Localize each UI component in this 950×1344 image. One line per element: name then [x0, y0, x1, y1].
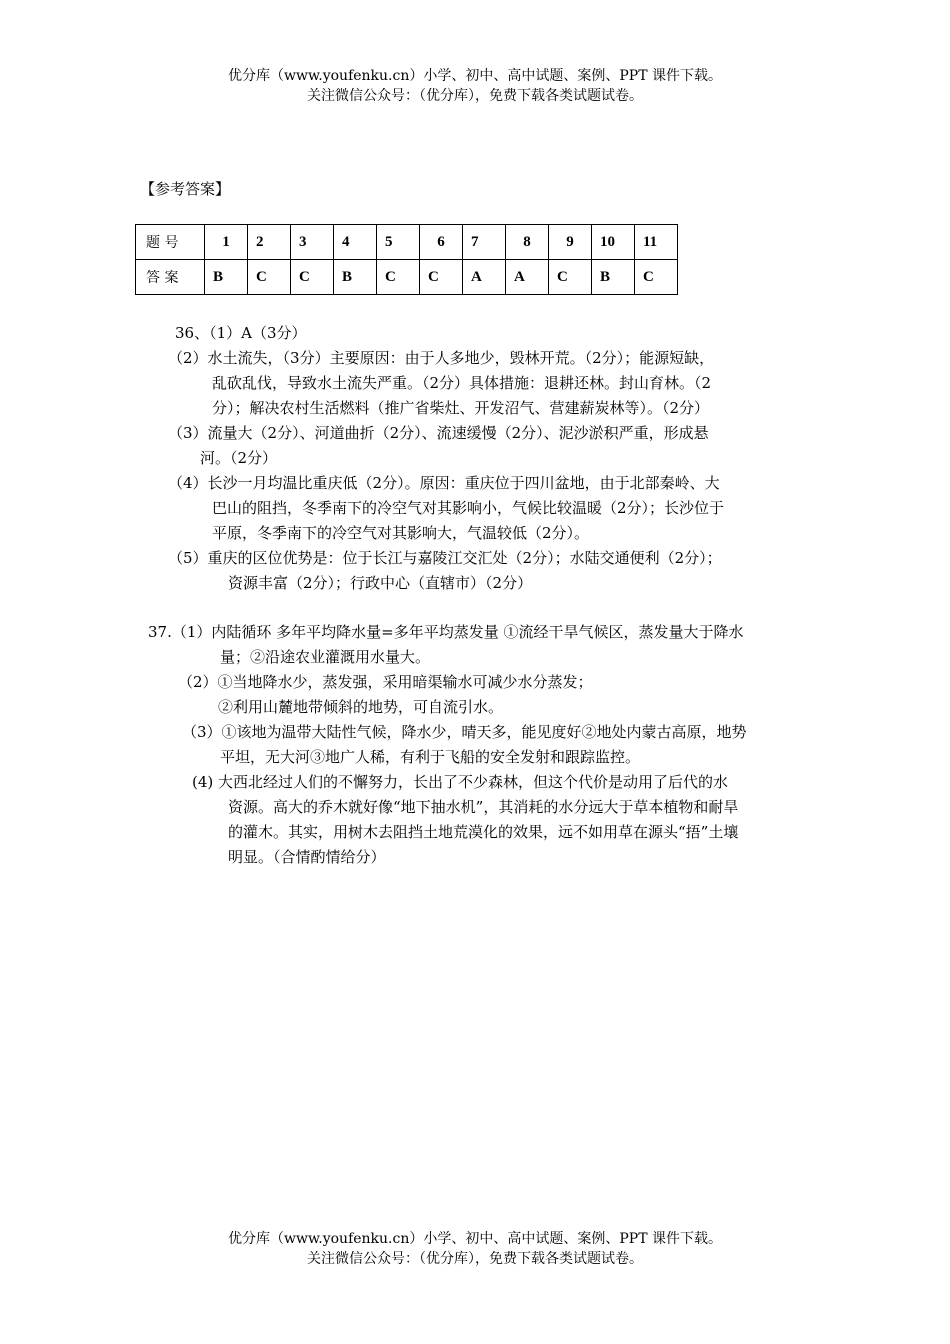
table-cell: 8 [506, 225, 549, 260]
table-cell: A [463, 260, 506, 295]
table-cell: B [205, 260, 248, 295]
table-cell: 11 [635, 225, 678, 260]
table-cell: 7 [463, 225, 506, 260]
row-label-number: 题 号 [136, 225, 205, 260]
table-cell: C [291, 260, 334, 295]
table-cell: 3 [291, 225, 334, 260]
table-cell: C [248, 260, 291, 295]
table-row-answers [136, 260, 678, 295]
table-cell: 4 [334, 225, 377, 260]
q36-line: 平原，冬季南下的冷空气对其影响大，气温较低（2分）。 [212, 524, 590, 542]
q37-line: 明显。（合情酌情给分） [228, 848, 386, 866]
q36-line: 分）；解决农村生活燃料（推广省柴灶、开发沼气、营建薪炭林等）。（2分） [212, 399, 710, 417]
q37-line: 资源。高大的乔木就好像“地下抽水机”，其消耗的水分远大于草本植物和耐旱 [228, 798, 739, 816]
table-cell: 9 [549, 225, 592, 260]
row-label-answer: 答 案 [136, 260, 205, 295]
page-footer [0, 1229, 950, 1269]
q37-line: 量；②沿途农业灌溉用水量大。 [220, 648, 431, 666]
header-line-1: 优分库（www.youfenku.cn）小学、初中、高中试题、案例、PPT 课件下载。 [227, 68, 722, 84]
table-cell: 2 [248, 225, 291, 260]
table-cell: 1 [205, 225, 248, 260]
table-row-numbers [136, 225, 678, 260]
q37-line: （2）①当地降水少，蒸发强，采用暗渠输水可减少水分蒸发； [178, 673, 593, 691]
table-cell: C [377, 260, 420, 295]
q36-line: 河。（2分） [200, 449, 278, 467]
q37-line: ②利用山麓地带倾斜的地势，可自流引水。 [218, 698, 504, 716]
table-cell: B [592, 260, 635, 295]
q37-line: (4) 大西北经过人们的不懈努力，长出了不少森林，但这个代价是动用了后代的水 [192, 773, 729, 791]
table-cell: 6 [420, 225, 463, 260]
table-cell: C [635, 260, 678, 295]
q36-line: （3）流量大（2分）、河道曲折（2分）、流速缓慢（2分）、泥沙淤积严重，形成悬 [168, 424, 709, 442]
q36-line: 乱砍乱伐，导致水土流失严重。（2分）具体措施：退耕还林。封山育林。（2 [212, 374, 712, 392]
footer-line-2: 关注微信公众号：（优分库），免费下载各类试题试卷。 [307, 1251, 643, 1267]
q37-line: 37.（1）内陆循环 多年平均降水量=多年平均蒸发量 ①流经干旱气候区，蒸发量大于降水 [148, 623, 744, 641]
answer-table [135, 224, 678, 295]
table-cell: A [506, 260, 549, 295]
q36-line: 36、（1）A（3分） [175, 324, 307, 342]
table-cell: 5 [377, 225, 420, 260]
q36-line: 巴山的阻挡，冬季南下的冷空气对其影响小，气候比较温暖（2分）；长沙位于 [212, 499, 725, 517]
q36-line: （2）水土流失，（3分）主要原因：由于人多地少，毁林开荒。（2分）；能源短缺， [168, 349, 715, 367]
q36-line: （4）长沙一月均温比重庆低（2分）。原因：重庆位于四川盆地，由于北部秦岭、大 [168, 474, 720, 492]
header-line-2: 关注微信公众号：（优分库），免费下载各类试题试卷。 [307, 88, 643, 104]
q37-line: 的灌木。其实，用树木去阻挡土地荒漠化的效果，远不如用草在源头“捂”土壤 [228, 823, 739, 841]
page-header [0, 66, 950, 106]
table-cell: B [334, 260, 377, 295]
table-cell: C [549, 260, 592, 295]
table-cell: C [420, 260, 463, 295]
q36-line: （5）重庆的区位优势是：位于长江与嘉陵江交汇处（2分）；水陆交通便利（2分）； [168, 549, 722, 567]
footer-line-1: 优分库（www.youfenku.cn）小学、初中、高中试题、案例、PPT 课件下载。 [227, 1231, 722, 1247]
table-cell: 10 [592, 225, 635, 260]
q36-line: 资源丰富（2分）；行政中心（直辖市）（2分） [228, 574, 533, 592]
q37-line: （3）①该地为温带大陆性气候，降水少，晴天多，能见度好②地处内蒙古高原，地势 [182, 723, 747, 741]
q37-line: 平坦，无大河③地广人稀，有利于飞船的安全发射和跟踪监控。 [220, 748, 641, 766]
answer-title: 【参考答案】 [140, 180, 231, 198]
